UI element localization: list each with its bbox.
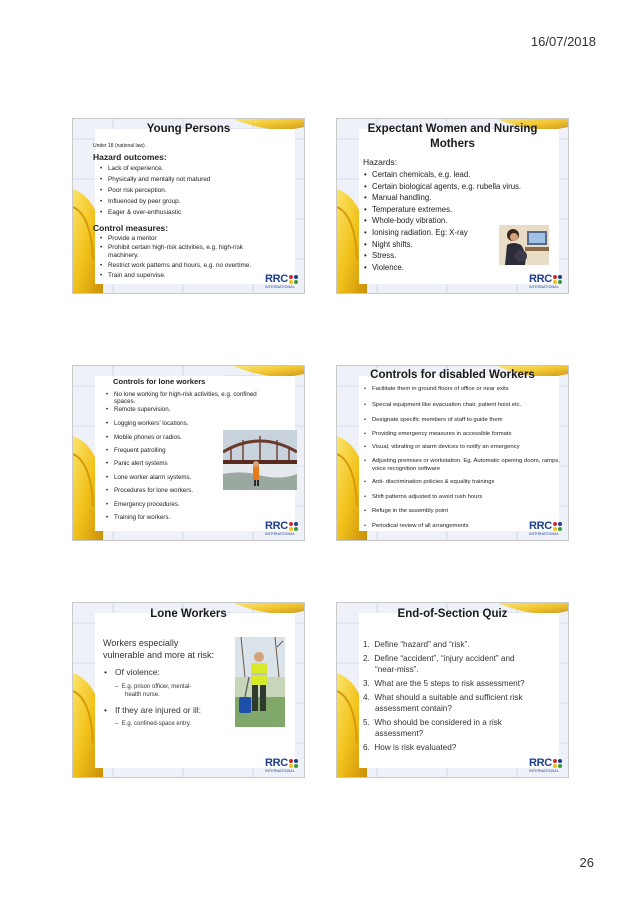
risk-list	[103, 667, 223, 678]
list-item: 5. Who should be considered in a risk assessment?	[363, 718, 502, 738]
list-item: • Visual, vibrating or alarm devices to notify an emergency	[363, 444, 563, 452]
list-item: • Provide a mentor	[99, 235, 269, 243]
list-item: • Remote supervision.	[105, 406, 277, 413]
rrc-logo: RRC INTERNATIONAL	[265, 273, 299, 289]
slide-lone-workers	[72, 602, 305, 778]
list-item: • Train and supervise.	[99, 272, 269, 280]
list-item: 2. Define “accident”, “injury accident” and “near-miss”.	[363, 654, 515, 674]
list-item: • Lack of experience.	[99, 165, 279, 173]
hazard-list	[99, 165, 279, 217]
list-item: • Physically and mentally not matured	[99, 176, 279, 184]
pregnant-worker-image	[499, 225, 549, 265]
list-item: • Designate specific members of staff to guide them	[363, 417, 563, 425]
list-item: • If they are injured or ill:	[103, 705, 233, 716]
slide-title: Lone Workers	[150, 608, 227, 620]
intro-text: Workers especially vulnerable and more at risk:	[103, 638, 215, 660]
list-item: • Panic alert systems	[105, 460, 277, 467]
list-item: • Frequent patrolling	[105, 447, 277, 454]
list-item: • Facilitate them in ground floors of office or near exits	[363, 386, 563, 394]
list-item: • No lone working for high-risk activities, e.g. confined spaces.	[105, 391, 277, 406]
lone-worker-image	[235, 637, 285, 727]
list-item: • Mobile phones or radios.	[105, 434, 277, 441]
control-list	[99, 235, 269, 280]
list-item: 1. Define “hazard” and “risk”.	[363, 640, 470, 649]
slide-disabled-worker-controls	[336, 365, 569, 541]
hazards-label: Hazards:	[363, 157, 398, 167]
lone-worker-bridge-image	[223, 430, 297, 490]
rrc-logo: RRC INTERNATIONAL	[265, 520, 299, 536]
list-item: • Logging workers’ locations.	[105, 420, 277, 427]
risk-list	[103, 705, 233, 716]
rrc-logo: RRC INTERNATIONAL	[529, 520, 563, 536]
slide-quiz	[336, 602, 569, 778]
sub-item: – E.g. prison officer, mental- health nurse.	[115, 684, 192, 698]
slide-title: Expectant Women and Nursing Mothers	[367, 123, 538, 150]
list-item: 6. How is risk evaluated?	[363, 743, 457, 752]
slide-title: Young Persons	[146, 123, 231, 135]
slide-title: Controls for lone workers	[113, 377, 206, 386]
control-heading: Control measures:	[93, 223, 169, 233]
list-item: • Lone worker alarm systems.	[105, 474, 277, 481]
control-list	[363, 386, 563, 531]
page-number: 26	[579, 855, 594, 870]
quiz-questions	[363, 639, 563, 753]
list-item: • Periodical review of all arrangements	[363, 523, 563, 531]
list-item: • Special equipment like evacuation chair, patient hoist etc.	[363, 402, 563, 410]
sub-item: – E.g. confined-space entry.	[115, 721, 191, 727]
list-item: • Stress.	[363, 250, 523, 262]
list-item: • Shift patterns adjusted to avoid rush hours	[363, 494, 563, 502]
list-item: • Certain biological agents, e.g. rubella virus.	[363, 181, 523, 193]
list-item: • Adjusting premises or workstation. Eg. Automatic opening doors, ramps, voice recognition software	[363, 458, 563, 473]
slide-title: End-of-Section Quiz	[397, 608, 508, 620]
list-item: • Night shifts.	[363, 239, 523, 251]
list-item: • Prohibit certain high-risk activities, e.g. high-risk machinery.	[99, 244, 269, 260]
list-item: • Anti- discrimination policies & equality trainings	[363, 479, 563, 487]
list-item: • Manual handling.	[363, 192, 523, 204]
list-item: • Certain chemicals, e.g. lead.	[363, 169, 523, 181]
list-item: • Temperature extremes.	[363, 204, 523, 216]
slide-title: Controls for disabled Workers	[370, 369, 535, 381]
list-item: 4. What should a suitable and sufficient risk assessment contain?	[363, 693, 523, 713]
list-item: • Of violence:	[103, 667, 223, 678]
list-item: • Whole-body vibration.	[363, 215, 523, 227]
rrc-logo: RRC INTERNATIONAL	[529, 757, 563, 773]
page-date: 16/07/2018	[530, 34, 596, 49]
rrc-logo: RRC INTERNATIONAL	[529, 273, 563, 289]
list-item: • Procedures for lone workers.	[105, 487, 277, 494]
slide-young-persons	[72, 118, 305, 294]
list-item: • Providing emergency measures in accessible formats	[363, 431, 563, 439]
intro-text: Under 18 (national law).	[93, 143, 147, 149]
list-item: • Training for workers.	[105, 514, 277, 521]
slide-lone-worker-controls	[72, 365, 305, 541]
list-item: • Restrict work patterns and hours, e.g. no overtime.	[99, 262, 269, 270]
list-item: • Ionising radiation. Eg: X-ray	[363, 227, 523, 239]
list-item: • Poor risk perception.	[99, 187, 279, 195]
list-item: • Eager & over-enthusiastic	[99, 209, 279, 217]
list-item: • Refuge in the assembly point	[363, 508, 563, 516]
list-item: • Emergency procedures.	[105, 501, 277, 508]
rrc-logo: RRC INTERNATIONAL	[265, 757, 299, 773]
hazard-heading: Hazard outcomes:	[93, 152, 167, 162]
list-item: • Violence.	[363, 262, 523, 274]
slide-expectant-women	[336, 118, 569, 294]
list-item: 3. What are the 5 steps to risk assessment?	[363, 679, 525, 688]
list-item: • Influenced by peer group.	[99, 198, 279, 206]
